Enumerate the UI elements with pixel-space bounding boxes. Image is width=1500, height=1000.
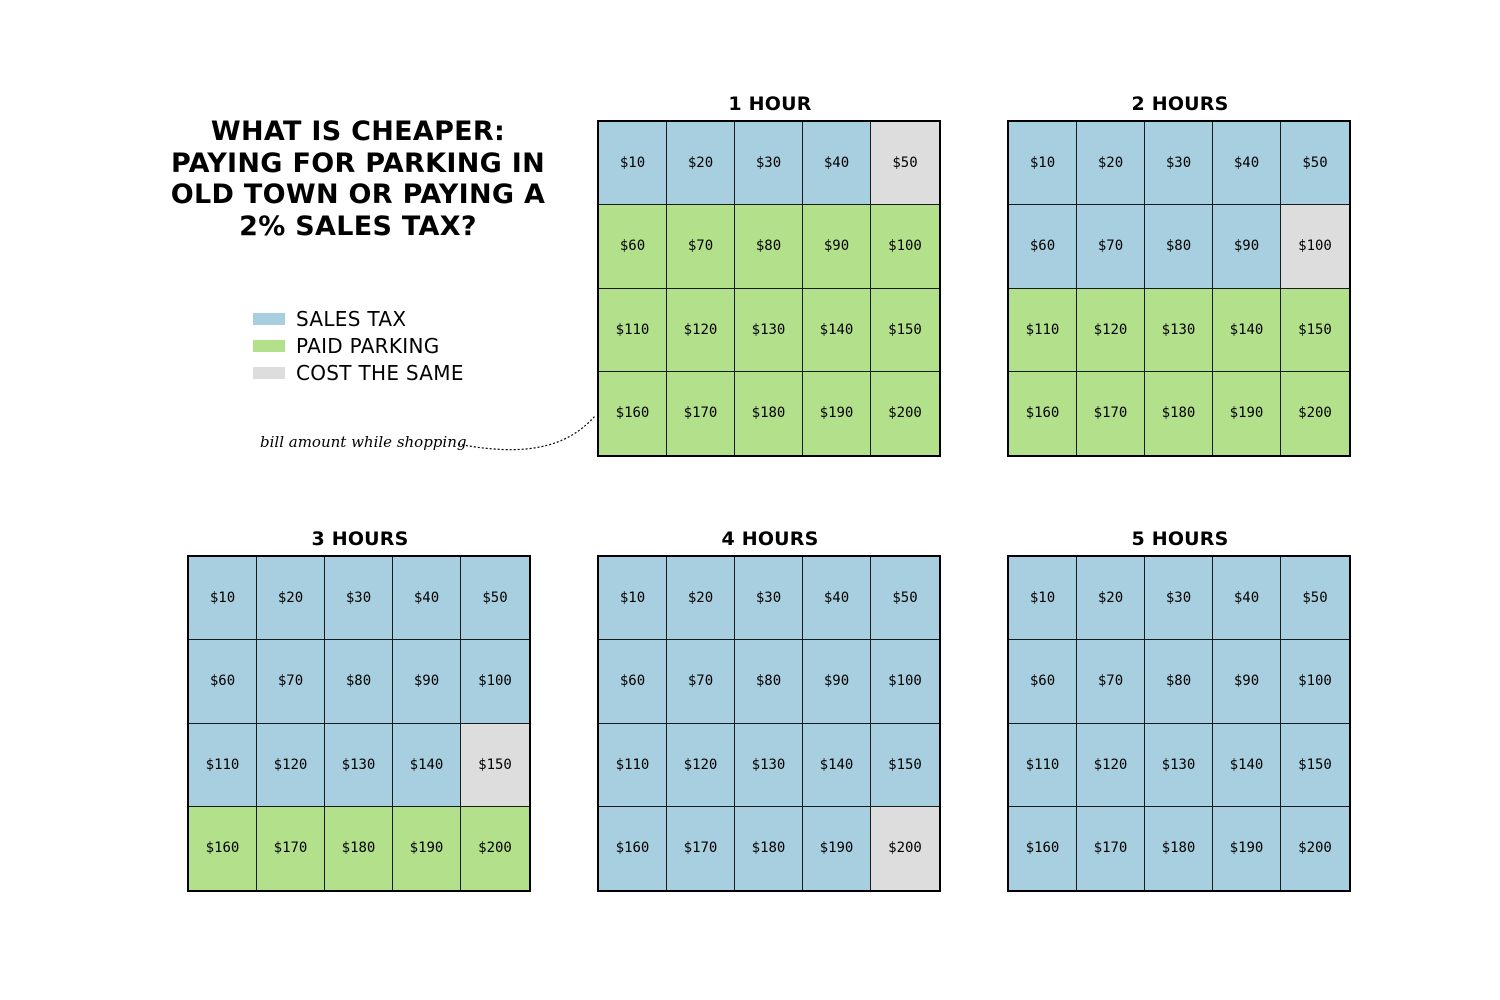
panel-title-4-hours: 4 HOURS (721, 528, 819, 550)
grid-cell: $150 (461, 724, 529, 807)
grid-cell: $120 (1077, 289, 1145, 372)
grid-cell: $20 (667, 122, 735, 205)
grid-cell: $70 (1077, 205, 1145, 288)
grid-cell: $130 (735, 724, 803, 807)
panel-title-1-hour: 1 HOUR (728, 93, 812, 115)
grid-cell: $120 (257, 724, 325, 807)
grid-cell: $10 (1009, 557, 1077, 640)
grid-cell: $120 (1077, 724, 1145, 807)
grid-cell: $30 (325, 557, 393, 640)
panel-title-3-hours: 3 HOURS (311, 528, 409, 550)
legend-swatch-cost-the-same (253, 367, 285, 379)
grid-cell: $80 (325, 640, 393, 723)
grid-cell: $200 (871, 372, 939, 455)
grid-cell: $30 (735, 557, 803, 640)
panel-title-2-hours: 2 HOURS (1131, 93, 1229, 115)
grid-cell: $10 (1009, 122, 1077, 205)
grid-cell: $100 (461, 640, 529, 723)
grid-cell: $150 (871, 289, 939, 372)
grid-cell: $110 (1009, 724, 1077, 807)
grid-cell: $110 (599, 289, 667, 372)
grid-cell: $100 (871, 205, 939, 288)
grid-cell: $60 (1009, 640, 1077, 723)
grid-cell: $160 (599, 807, 667, 890)
grid-cell: $130 (1145, 289, 1213, 372)
grid-cell: $130 (735, 289, 803, 372)
grid-cell: $10 (189, 557, 257, 640)
grid-cell: $160 (599, 372, 667, 455)
grid-cell: $70 (1077, 640, 1145, 723)
grid-cell: $170 (1077, 807, 1145, 890)
grid-cell: $200 (1281, 372, 1349, 455)
grid-cell: $90 (1213, 205, 1281, 288)
grid-3-hours (187, 555, 531, 892)
grid-cell: $140 (393, 724, 461, 807)
grid-cell: $10 (599, 122, 667, 205)
grid-cell: $200 (461, 807, 529, 890)
grid-cell: $40 (1213, 557, 1281, 640)
grid-cell: $90 (393, 640, 461, 723)
grid-cell: $70 (667, 640, 735, 723)
grid-2-hours (1007, 120, 1351, 457)
grid-cell: $130 (1145, 724, 1213, 807)
grid-cell: $80 (1145, 640, 1213, 723)
grid-cell: $90 (803, 640, 871, 723)
grid-cell: $110 (189, 724, 257, 807)
legend-swatch-sales-tax (253, 313, 285, 325)
grid-cell: $50 (461, 557, 529, 640)
grid-cell: $50 (871, 557, 939, 640)
grid-cell: $150 (1281, 289, 1349, 372)
legend-item-paid-parking (253, 332, 464, 359)
grid-cell: $180 (1145, 807, 1213, 890)
grid-cell: $110 (599, 724, 667, 807)
grid-cell: $70 (257, 640, 325, 723)
grid-cell: $70 (667, 205, 735, 288)
grid-cell: $80 (735, 640, 803, 723)
legend-label-cost-the-same: COST THE SAME (296, 360, 464, 385)
grid-cell: $40 (803, 557, 871, 640)
grid-4-hours (597, 555, 941, 892)
grid-cell: $90 (803, 205, 871, 288)
grid-cell: $180 (735, 807, 803, 890)
grid-cell: $180 (325, 807, 393, 890)
grid-cell: $190 (1213, 372, 1281, 455)
grid-cell: $10 (599, 557, 667, 640)
grid-cell: $40 (393, 557, 461, 640)
grid-cell: $200 (871, 807, 939, 890)
grid-cell: $150 (871, 724, 939, 807)
grid-5-hours (1007, 555, 1351, 892)
grid-cell: $110 (1009, 289, 1077, 372)
grid-cell: $130 (325, 724, 393, 807)
grid-cell: $190 (803, 372, 871, 455)
grid-cell: $40 (803, 122, 871, 205)
grid-cell: $20 (667, 557, 735, 640)
grid-cell: $200 (1281, 807, 1349, 890)
legend-item-cost-the-same (253, 359, 464, 386)
legend-swatch-paid-parking (253, 340, 285, 352)
grid-cell: $50 (871, 122, 939, 205)
grid-cell: $100 (1281, 205, 1349, 288)
grid-cell: $190 (393, 807, 461, 890)
grid-cell: $60 (1009, 205, 1077, 288)
grid-cell: $140 (1213, 724, 1281, 807)
grid-cell: $50 (1281, 557, 1349, 640)
grid-cell: $150 (1281, 724, 1349, 807)
grid-cell: $170 (257, 807, 325, 890)
legend-item-sales-tax (253, 305, 464, 332)
panel-title-5-hours: 5 HOURS (1131, 528, 1229, 550)
grid-cell: $30 (735, 122, 803, 205)
grid-cell: $60 (189, 640, 257, 723)
grid-cell: $170 (667, 372, 735, 455)
grid-cell: $100 (871, 640, 939, 723)
grid-1-hour (597, 120, 941, 457)
legend-label-paid-parking: PAID PARKING (296, 333, 440, 358)
grid-cell: $30 (1145, 557, 1213, 640)
grid-cell: $140 (1213, 289, 1281, 372)
grid-cell: $80 (1145, 205, 1213, 288)
grid-cell: $180 (1145, 372, 1213, 455)
grid-cell: $140 (803, 289, 871, 372)
grid-cell: $30 (1145, 122, 1213, 205)
grid-cell: $100 (1281, 640, 1349, 723)
grid-cell: $20 (1077, 557, 1145, 640)
grid-cell: $20 (257, 557, 325, 640)
grid-cell: $50 (1281, 122, 1349, 205)
grid-cell: $140 (803, 724, 871, 807)
grid-cell: $160 (1009, 807, 1077, 890)
grid-cell: $80 (735, 205, 803, 288)
grid-cell: $190 (803, 807, 871, 890)
chart-title: WHAT IS CHEAPER: PAYING FOR PARKING IN OLD TOWN OR PAYING A 2% SALES TAX? (170, 116, 546, 242)
grid-cell: $60 (599, 205, 667, 288)
grid-cell: $190 (1213, 807, 1281, 890)
legend-label-sales-tax: SALES TAX (296, 306, 407, 331)
grid-cell: $120 (667, 724, 735, 807)
grid-cell: $20 (1077, 122, 1145, 205)
grid-cell: $40 (1213, 122, 1281, 205)
grid-cell: $170 (667, 807, 735, 890)
grid-cell: $120 (667, 289, 735, 372)
grid-cell: $160 (1009, 372, 1077, 455)
grid-cell: $160 (189, 807, 257, 890)
annotation-label: bill amount while shopping (260, 433, 467, 451)
grid-cell: $170 (1077, 372, 1145, 455)
grid-cell: $180 (735, 372, 803, 455)
legend (253, 305, 464, 386)
grid-cell: $90 (1213, 640, 1281, 723)
grid-cell: $60 (599, 640, 667, 723)
